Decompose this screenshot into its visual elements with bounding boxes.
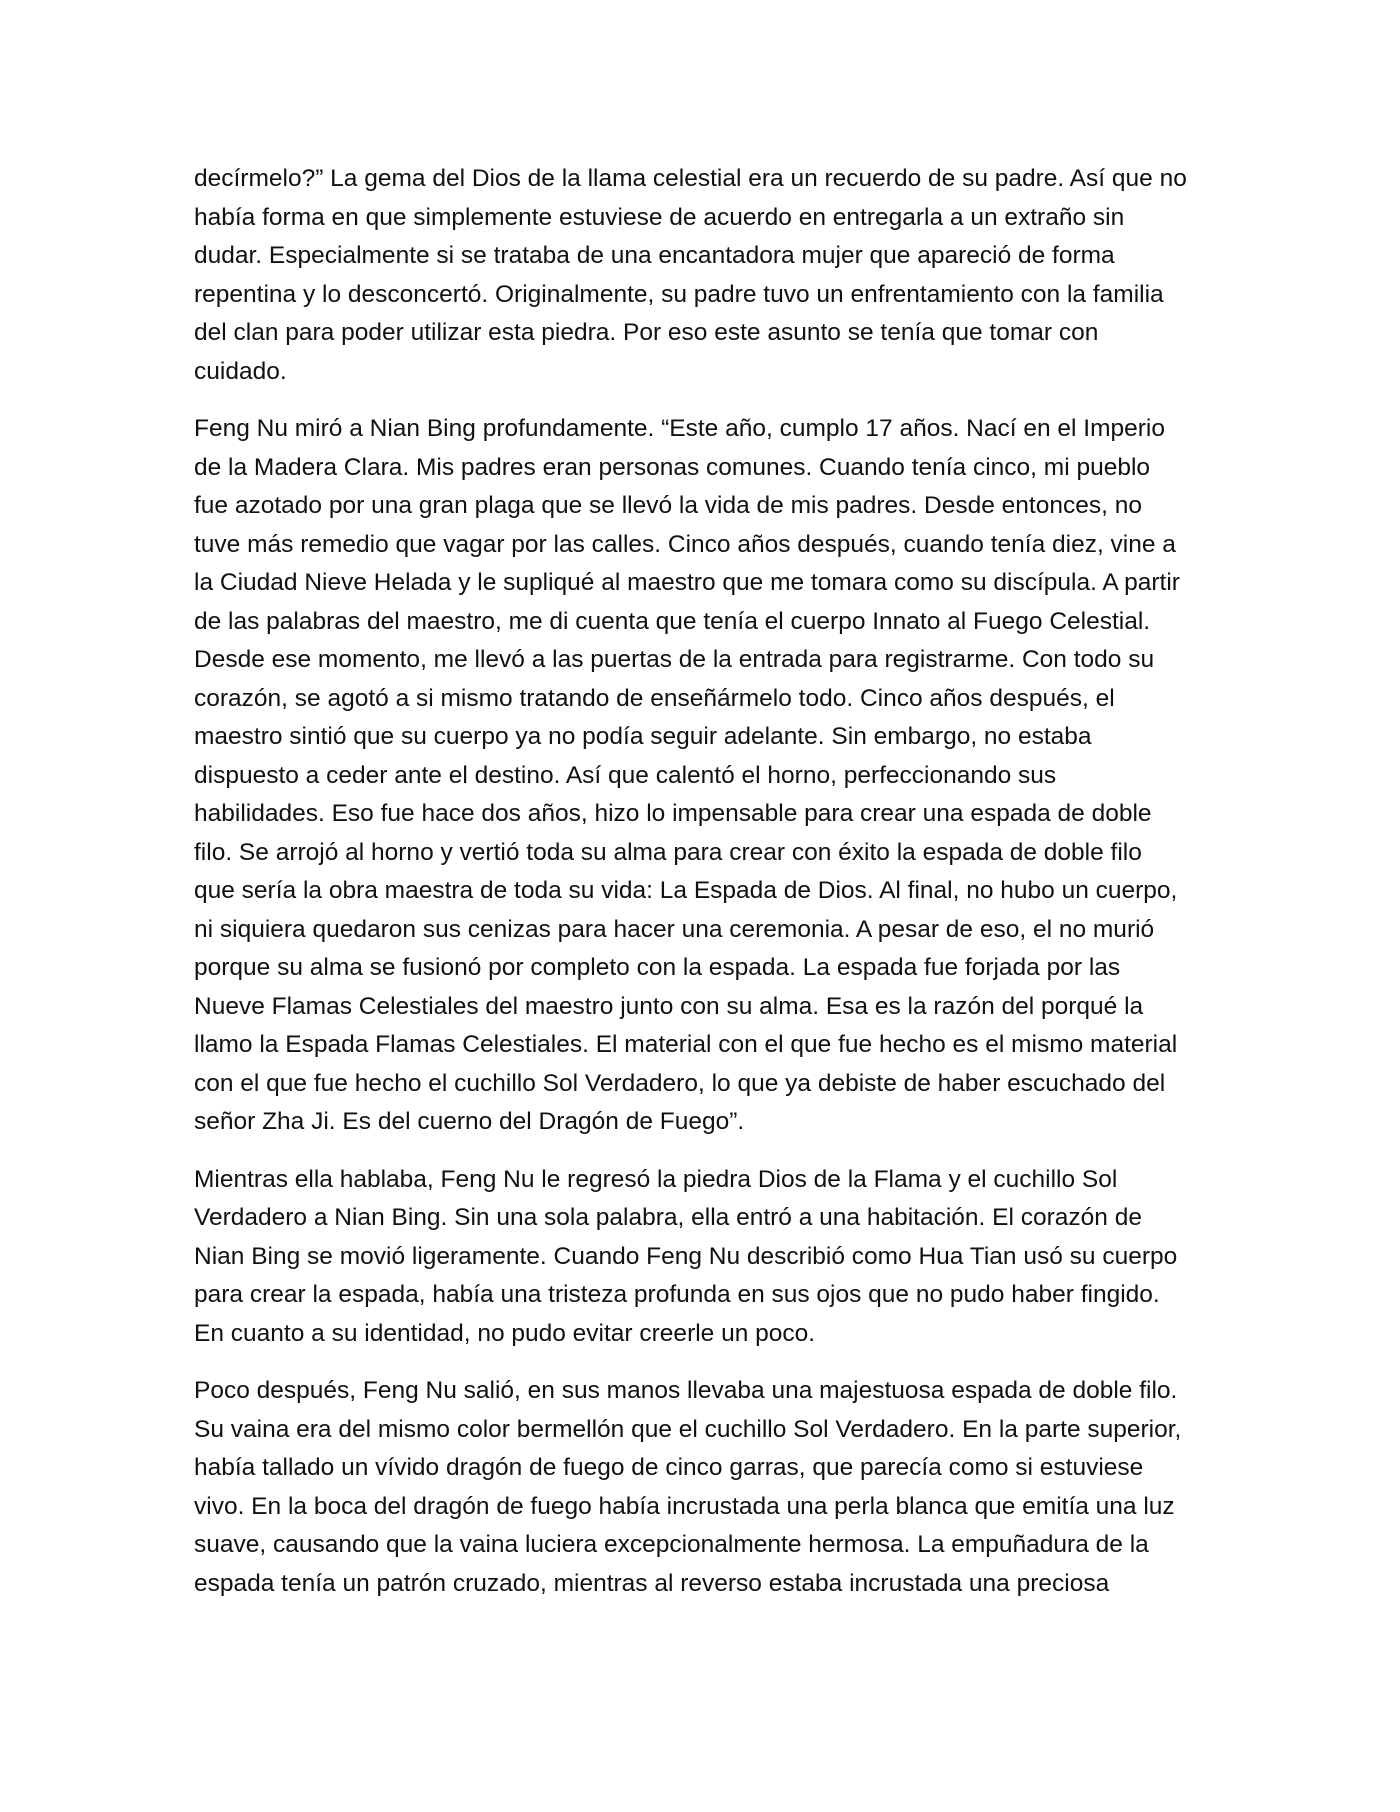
text-line: con el que fue hecho el cuchillo Sol Verdadero, lo que ya debiste de haber escuchado del [194,1069,1166,1097]
text-line: habilidades. Eso fue hace dos años, hizo lo impensable para crear una espada de doble [194,800,1152,827]
text-line: Desde ese momento, me llevó a las puertas de la entrada para registrarme. Con todo su [194,646,1155,673]
body-text [194,160,1218,1622]
paragraph [194,410,1218,1142]
text-line: de la Madera Clara. Mis padres eran personas comunes. Cuando tenía cinco, mi pueblo [194,453,1151,481]
text-line: cuidado. [194,357,287,385]
text-line: espada tenía un patrón cruzado, mientras al reverso estaba incrustada una preciosa [194,1569,1110,1597]
text-line: Nian Bing se movió ligeramente. Cuando Feng Nu describió como Hua Tian usó su cuerpo [194,1242,1178,1270]
text-line: suave, causando que la vaina luciera excepcionalmente hermosa. La empuñadura de la [194,1531,1149,1558]
text-line: filo. Se arrojó al horno y vertió toda su alma para crear con éxito la espada de doble filo [194,838,1142,866]
text-line: porque su alma se fusionó por completo con la espada. La espada fue forjada por las [194,954,1121,981]
text-line: que sería la obra maestra de toda su vida: La Espada de Dios. Al final, no hubo un cuerpo, [194,877,1178,904]
text-line: llamo la Espada Flamas Celestiales. El material con el que fue hecho es el mismo material [194,1031,1178,1058]
text-line: vivo. En la boca del dragón de fuego había incrustada una perla blanca que emitía una luz [194,1492,1175,1520]
text-line: dispuesto a ceder ante el destino. Así que calentó el horno, perfeccionando sus [194,761,1057,789]
text-line: Mientras ella hablaba, Feng Nu le regresó la piedra Dios de la Flama y el cuchillo Sol [194,1165,1118,1193]
text-line: ni siquiera quedaron sus cenizas para hacer una ceremonia. A pesar de eso, el no murió [194,915,1155,943]
text-line: decírmelo?” La gema del Dios de la llama celestial era un recuerdo de su padre. Así que no [194,165,1187,192]
text-line: la Ciudad Nieve Helada y le supliqué al maestro que me tomara como su discípula. A partir [194,569,1180,596]
paragraph [194,1372,1218,1603]
text-line: tuve más remedio que vagar por las calles. Cinco años después, cuando tenía diez, vine a [194,530,1176,558]
text-line: Su vaina era del mismo color bermellón que el cuchillo Sol Verdadero. En la parte superior, [194,1415,1182,1443]
text-line: del clan para poder utilizar esta piedra. Por eso este asunto se tenía que tomar con [194,319,1099,346]
text-line: Nueve Flamas Celestiales del maestro junto con su alma. Esa es la razón del porqué la [194,992,1144,1020]
text-line: maestro sintió que su cuerpo ya no podía seguir adelante. Sin embargo, no estaba [194,723,1092,750]
text-line: Poco después, Feng Nu salió, en sus manos llevaba una majestuosa espada de doble filo. [194,1377,1178,1404]
text-line: Verdadero a Nian Bing. Sin una sola palabra, ella entró a una habitación. El corazón de [194,1204,1142,1231]
text-line: Feng Nu miró a Nian Bing profundamente. “Este año, cumplo 17 años. Nací en el Imperio [194,415,1165,442]
text-line: para crear la espada, había una tristeza profunda en sus ojos que no pudo haber fingido. [194,1281,1160,1308]
text-line: de las palabras del maestro, me di cuenta que tenía el cuerpo Innato al Fuego Celestial. [194,607,1151,635]
text-line: había forma en que simplemente estuviese de acuerdo en entregarla a un extraño sin [194,203,1125,231]
paragraph [194,160,1218,391]
text-line: corazón, se agotó a si mismo tratando de enseñármelo todo. Cinco años después, el [194,684,1115,712]
text-line: dudar. Especialmente si se trataba de una encantadora mujer que apareció de forma [194,242,1115,269]
text-line: señor Zha Ji. Es del cuerno del Dragón de Fuego”. [194,1108,745,1135]
text-line: fue azotado por una gran plaga que se llevó la vida de mis padres. Desde entonces, no [194,492,1142,519]
text-line: repentina y lo desconcertó. Originalmente, su padre tuvo un enfrentamiento con la familia [194,280,1164,308]
text-line: En cuanto a su identidad, no pudo evitar creerle un poco. [194,1319,816,1347]
text-line: había tallado un vívido dragón de fuego de cinco garras, que parecía como si estuviese [194,1454,1144,1481]
paragraph [194,1161,1218,1354]
